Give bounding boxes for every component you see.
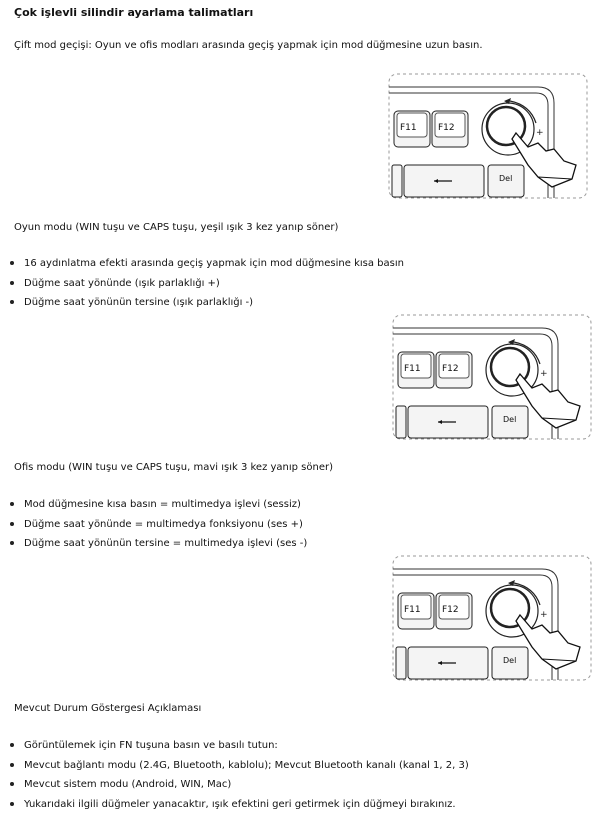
- keyboard-knob-illustration-icon: [392, 555, 592, 681]
- f12-key-label: F12: [438, 123, 455, 133]
- list-item: Mevcut sistem modu (Android, WIN, Mac): [8, 778, 469, 798]
- office-mode-heading: Ofis modu (WIN tuşu ve CAPS tuşu, mavi ışık 3 kez yanıp söner): [14, 461, 333, 474]
- list-item: Mod düğmesine kısa basın = multimedya işlevi (sessiz): [8, 498, 307, 518]
- dual-mode-instruction: Çift mod geçişi: Oyun ve ofis modları arasında geçiş yapmak için mod düğmesine uzun basın.: [14, 39, 483, 52]
- svg-text:+: +: [536, 128, 544, 138]
- keyboard-knob-illustration-icon: [392, 314, 592, 440]
- list-item: Düğme saat yönünde (ışık parlaklığı +): [8, 277, 404, 297]
- knob-diagram-1: [388, 73, 588, 199]
- page-title: Çok işlevli silindir ayarlama talimatları: [14, 6, 253, 19]
- f12-key-label: F12: [442, 364, 459, 374]
- list-item: 16 aydınlatma efekti arasında geçiş yapmak için mod düğmesine kısa basın: [8, 257, 404, 277]
- f11-key-label: F11: [404, 605, 421, 615]
- svg-text:+: +: [540, 369, 548, 379]
- list-item: Görüntülemek için FN tuşuna basın ve basılı tutun:: [8, 739, 469, 759]
- list-item: Düğme saat yönünde = multimedya fonksiyonu (ses +): [8, 518, 307, 538]
- list-item: Yukarıdaki ilgili düğmeler yanacaktır, ışık efektini geri getirmek için düğmeyi bırakınız.: [8, 798, 469, 817]
- f11-key-label: F11: [404, 364, 421, 374]
- game-mode-list: [8, 257, 404, 316]
- keyboard-knob-illustration-icon: [388, 73, 588, 199]
- status-list: [8, 739, 469, 817]
- status-heading: Mevcut Durum Göstergesi Açıklaması: [14, 702, 201, 715]
- svg-text:+: +: [540, 610, 548, 620]
- list-item: Mevcut bağlantı modu (2.4G, Bluetooth, kablolu); Mevcut Bluetooth kanalı (kanal 1, 2, 3): [8, 759, 469, 779]
- del-key-label: Del: [503, 415, 516, 424]
- del-key-label: Del: [499, 174, 512, 183]
- list-item: Düğme saat yönünün tersine = multimedya işlevi (ses -): [8, 537, 307, 557]
- office-mode-list: [8, 498, 307, 557]
- list-item: Düğme saat yönünün tersine (ışık parlaklığı -): [8, 296, 404, 316]
- knob-diagram-2: [392, 314, 592, 440]
- f12-key-label: F12: [442, 605, 459, 615]
- f11-key-label: F11: [400, 123, 417, 133]
- del-key-label: Del: [503, 656, 516, 665]
- game-mode-heading: Oyun modu (WIN tuşu ve CAPS tuşu, yeşil ışık 3 kez yanıp söner): [14, 221, 338, 234]
- knob-diagram-3: [392, 555, 592, 681]
